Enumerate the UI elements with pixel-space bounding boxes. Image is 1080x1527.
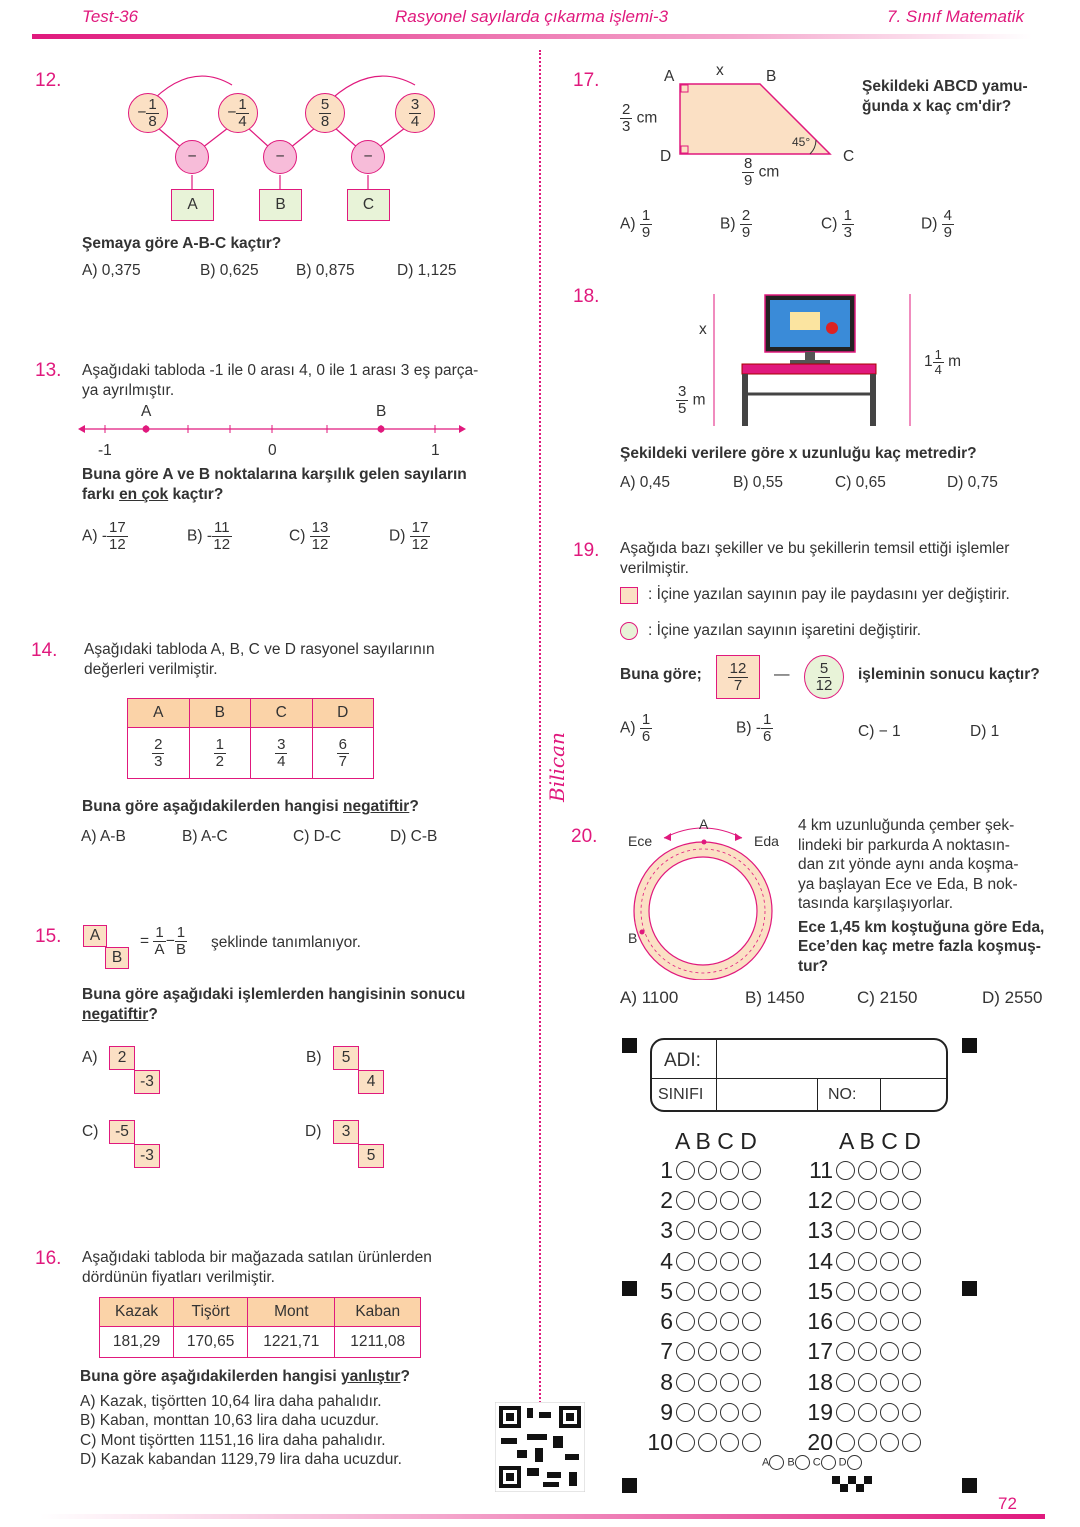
total-height-label: 1 $\frac{1}{4}$ m (924, 347, 962, 377)
answer-row (640, 1306, 764, 1336)
q19-question-a: Buna göre; (620, 666, 702, 683)
q12-number: 12. (35, 70, 62, 91)
answer-key-legend: A B C D (762, 1455, 865, 1470)
answer-bubble-c[interactable] (720, 1282, 739, 1301)
answer-bubble-b[interactable] (698, 1403, 717, 1422)
q12-circle-1: − $\frac{1}{8}$ (128, 93, 168, 133)
q16-option-a[interactable]: A) Kazak, tişörtten 10,64 lira daha pahalıdır. (80, 1393, 382, 1410)
circle-shape-icon (620, 622, 638, 640)
q19-option-d[interactable]: D) 1 (970, 723, 1000, 740)
q15-option-c-top: -5 (109, 1120, 135, 1144)
answer-bubble-a[interactable] (836, 1403, 855, 1422)
question-number: 14 (807, 1247, 833, 1274)
q19-operator: — (774, 666, 790, 683)
answer-bubble-c[interactable] (720, 1252, 739, 1271)
answer-bubble-c[interactable] (880, 1342, 899, 1361)
question-number: 18 (807, 1368, 833, 1395)
square-shape-icon (620, 587, 638, 604)
q16-text-1: Aşağıdaki tabloda bir mağazada satılan ürünlerden (82, 1249, 432, 1266)
q15-option-a-bottom: -3 (134, 1070, 160, 1094)
answer-row (800, 1185, 924, 1215)
answer-bubble-d[interactable] (742, 1191, 761, 1210)
q20-option-b[interactable]: B) 1450 (745, 988, 805, 1007)
answer-bubble-c[interactable] (880, 1282, 899, 1301)
q15-box-b: B (105, 947, 129, 969)
answer-bubble-d[interactable] (742, 1342, 761, 1361)
q16-text-2: dördünün fiyatları verilmiştir. (82, 1269, 275, 1286)
q15-def-text: şeklinde tanımlanıyor. (211, 934, 361, 951)
answer-bubble-b[interactable] (698, 1221, 717, 1240)
q13-text-1: Aşağıdaki tabloda -1 ile 0 arası 4, 0 ile 1 arası 3 eş parça- (82, 362, 479, 379)
answer-bubble-c[interactable] (880, 1312, 899, 1331)
name-label: ADI: (664, 1050, 701, 1071)
q14-question: Buna göre aşağıdakilerden hangisi negatiftir? (82, 798, 419, 815)
answer-bubble-b[interactable] (698, 1342, 717, 1361)
question-number: 15 (807, 1277, 833, 1304)
q14-option-d[interactable]: D) C-B (390, 828, 438, 845)
q15-option-b-label[interactable]: B) (306, 1049, 322, 1066)
angle-label: 45° (792, 135, 811, 149)
q18-question: Şekildeki verilere göre x uzunluğu kaç metredir? (620, 445, 977, 462)
answer-row (640, 1216, 764, 1246)
question-number: 12 (807, 1186, 833, 1213)
answer-bubble-b[interactable] (858, 1161, 877, 1180)
q14-text-1: Aşağıdaki tabloda A, B, C ve D rasyonel sayılarının (84, 641, 435, 658)
q12-circle-2: − $\frac{1}{4}$ (218, 93, 258, 133)
answer-bubble-a[interactable] (676, 1342, 695, 1361)
answer-bubble-d[interactable] (742, 1252, 761, 1271)
question-number: 4 (660, 1247, 673, 1274)
q13-number: 13. (35, 360, 62, 381)
vertex-c: C (843, 148, 855, 165)
base-label: $\frac{8}{9}$ cm (744, 155, 780, 189)
q14-option-b[interactable]: B) A-C (182, 828, 228, 845)
answer-row (800, 1216, 924, 1246)
q12-op-2: − (263, 140, 297, 174)
question-number: 19 (807, 1399, 833, 1426)
answer-bubble-b[interactable] (858, 1221, 877, 1240)
q17-option-a[interactable]: A) $\frac{1}{9}$ (620, 207, 651, 241)
q16-price-table: Kazak Tişört Mont Kaban 181,29 170,65 1221,71 1211,08 (99, 1297, 421, 1358)
vertex-b: B (766, 68, 777, 85)
tv-table-figure (700, 290, 930, 430)
q15-option-c-bottom: -3 (134, 1144, 160, 1168)
answer-bubble-c[interactable] (880, 1191, 899, 1210)
alignment-mark (622, 1478, 637, 1493)
q13-question-1: Buna göre A ve B noktalarına karşılık gelen sayıların (82, 466, 467, 483)
answer-bubble-a[interactable] (836, 1342, 855, 1361)
answer-bubble-c[interactable] (880, 1252, 899, 1271)
answer-bubble-c[interactable] (720, 1161, 739, 1180)
point-a: A (699, 816, 709, 832)
q17-number: 17. (573, 70, 600, 91)
q12-box-c: C (347, 189, 390, 221)
question-number: 17 (807, 1338, 833, 1365)
class-input[interactable] (715, 1077, 815, 1109)
answer-bubble-d[interactable] (742, 1433, 761, 1452)
q19-text-2: verilmiştir. (620, 560, 689, 577)
q19-number: 19. (573, 540, 600, 561)
point-b: B (628, 930, 638, 946)
q20-option-c[interactable]: C) 2150 (857, 988, 918, 1007)
q14-table: A B C D $\frac{2}{3}$ $\frac{1}{2}$ $\frac{3}{4}$ $\frac{6}{7}$ (127, 698, 374, 779)
answer-bubble-d[interactable] (902, 1373, 921, 1392)
height-label: $\frac{2}{3}$ cm (622, 101, 658, 135)
tick-minus-1: -1 (98, 442, 112, 459)
q18-option-d[interactable]: D) 0,75 (947, 474, 998, 491)
answer-bubble-a[interactable] (836, 1252, 855, 1271)
answer-bubble-c[interactable] (720, 1191, 739, 1210)
answer-bubble-a[interactable] (836, 1433, 855, 1452)
q12-circle-4: 3 4 (395, 93, 435, 133)
answer-bubble-d[interactable] (742, 1312, 761, 1331)
number-input[interactable] (880, 1077, 945, 1109)
answer-bubble-b[interactable] (698, 1252, 717, 1271)
q19-question-b: işleminin sonucu kaçtır? (858, 666, 1040, 683)
answer-row (640, 1155, 764, 1185)
table-height-label: $\frac{3}{5}$ m (678, 383, 706, 417)
answer-row (640, 1367, 764, 1397)
answer-bubble-a[interactable] (676, 1403, 695, 1422)
answer-bubble-c[interactable] (720, 1221, 739, 1240)
answer-row (800, 1155, 924, 1185)
q12-circle-3: 5 8 (305, 93, 345, 133)
answer-bubble-a[interactable] (836, 1373, 855, 1392)
answer-bubble-a[interactable] (676, 1191, 695, 1210)
answer-grid-1-10 (640, 1155, 764, 1458)
q12-box-b: B (259, 189, 302, 221)
answer-bubble-d[interactable] (902, 1221, 921, 1240)
q17-option-d[interactable]: D) $\frac{4}{9}$ (921, 207, 953, 241)
answer-bubble-d[interactable] (742, 1221, 761, 1240)
page-number: 72 (998, 1494, 1017, 1513)
question-number: 3 (660, 1217, 673, 1244)
answer-bubble-a[interactable] (676, 1373, 695, 1392)
q15-box-a: A (83, 925, 107, 947)
page-title: Rasyonel sayılarda çıkarma işlemi-3 (395, 7, 669, 26)
q13-option-d[interactable]: D) $\frac{17}{12}$ (389, 519, 429, 553)
answer-bubble-d[interactable] (742, 1373, 761, 1392)
q13-question-2: farkı en çok kaçtır? (82, 486, 224, 503)
q14-option-a[interactable]: A) A-B (81, 828, 126, 845)
question-number: 5 (660, 1277, 673, 1304)
q19-text-1: Aşağıda bazı şekiller ve bu şekillerin temsil ettiği işlemler (620, 540, 1010, 557)
q16-option-d[interactable]: D) Kazak kabandan 1129,79 lira daha ucuzdur. (80, 1451, 402, 1468)
q13-option-c[interactable]: C) $\frac{13}{12}$ (289, 519, 329, 553)
q15-option-b-bottom: 4 (358, 1070, 384, 1094)
answer-bubble-b[interactable] (858, 1282, 877, 1301)
answer-bubble-b[interactable] (698, 1161, 717, 1180)
answer-bubble-b[interactable] (698, 1312, 717, 1331)
answer-bubble-c[interactable] (880, 1403, 899, 1422)
q12-option-a[interactable]: A) 0,375 (82, 262, 141, 279)
answer-bubble-a[interactable] (836, 1312, 855, 1331)
brand-watermark: Bilican (545, 728, 569, 806)
number-line (78, 420, 468, 440)
sheet-letters-2: A B C D (839, 1128, 921, 1154)
rule-square: : İçine yazılan sayının pay ile paydasını yer değiştirir. (648, 586, 1010, 603)
answer-bubble-c[interactable] (720, 1342, 739, 1361)
answer-bubble-c[interactable] (720, 1403, 739, 1422)
no-label: NO: (828, 1086, 857, 1103)
q15-question-2: negatiftir? (82, 1006, 158, 1023)
q15-question-1: Buna göre aşağıdaki işlemlerden hangisinin sonucu (82, 986, 466, 1003)
q15-option-a-top: 2 (109, 1046, 135, 1070)
question-number: 6 (660, 1308, 673, 1335)
answer-bubble-b[interactable] (698, 1433, 717, 1452)
q17-option-c[interactable]: C) $\frac{1}{3}$ (821, 207, 853, 241)
q19-square-value: 12 7 (716, 655, 760, 699)
q12-option-b[interactable]: B) 0,625 (200, 262, 259, 279)
subject: 7. Sınıf Matematik (887, 7, 1024, 26)
class-label: SINIFI (658, 1086, 704, 1103)
q19-option-b[interactable]: B) - $\frac{1}{6}$ (736, 711, 772, 745)
q15-definition: = $\frac{1}{A}$ − $\frac{1}{B}$ (140, 924, 186, 958)
answer-row (640, 1276, 764, 1306)
answer-bubble-b[interactable] (858, 1373, 877, 1392)
q12-option-d[interactable]: D) 1,125 (397, 262, 457, 279)
answer-row (640, 1246, 764, 1276)
q16-option-b[interactable]: B) Kaban, monttan 10,63 lira daha ucuzdur. (80, 1412, 380, 1429)
answer-row (640, 1397, 764, 1427)
answer-row (800, 1276, 924, 1306)
side-x: x (716, 62, 724, 79)
rule-circle: : İçine yazılan sayının işaretini değiştirir. (648, 622, 922, 639)
question-number: 2 (660, 1186, 673, 1213)
answer-bubble-b[interactable] (698, 1282, 717, 1301)
answer-bubble-d[interactable] (902, 1191, 921, 1210)
vertex-d: D (660, 148, 672, 165)
answer-bubble-c[interactable] (720, 1373, 739, 1392)
alignment-mark (962, 1478, 977, 1493)
question-number: 20 (807, 1429, 833, 1456)
answer-bubble-c[interactable] (720, 1312, 739, 1331)
answer-bubble-d[interactable] (742, 1403, 761, 1422)
q18-number: 18. (573, 286, 600, 307)
answer-row (640, 1185, 764, 1215)
answer-row (640, 1337, 764, 1367)
answer-bubble-b[interactable] (858, 1342, 877, 1361)
answer-bubble-b[interactable] (858, 1312, 877, 1331)
footer-rule (40, 1514, 1045, 1519)
answer-bubble-d[interactable] (902, 1282, 921, 1301)
answer-bubble-a[interactable] (836, 1191, 855, 1210)
answer-bubble-d[interactable] (742, 1161, 761, 1180)
answer-bubble-a[interactable] (676, 1312, 695, 1331)
alignment-mark (962, 1038, 977, 1053)
q15-option-c-label[interactable]: C) (82, 1123, 99, 1140)
q17-question-1: Şekildeki ABCD yamu- (862, 78, 1028, 95)
q20-option-d[interactable]: D) 2550 (982, 988, 1043, 1007)
answer-bubble-c[interactable] (880, 1373, 899, 1392)
q17-option-b[interactable]: B) $\frac{2}{9}$ (720, 207, 751, 241)
answer-bubble-c[interactable] (880, 1221, 899, 1240)
q19-option-a[interactable]: A) $\frac{1}{6}$ (620, 711, 651, 745)
tick-1: 1 (431, 442, 440, 459)
q18-option-a[interactable]: A) 0,45 (620, 474, 670, 491)
answer-bubble-b[interactable] (858, 1191, 877, 1210)
answer-bubble-c[interactable] (880, 1433, 899, 1452)
question-number: 7 (660, 1338, 673, 1365)
answer-bubble-a[interactable] (676, 1252, 695, 1271)
answer-bubble-b[interactable] (858, 1252, 877, 1271)
answer-row (800, 1367, 924, 1397)
q19-circle-value: 5 12 (804, 655, 844, 699)
answer-bubble-a[interactable] (836, 1221, 855, 1240)
answer-bubble-c[interactable] (720, 1433, 739, 1452)
alignment-mark (962, 1281, 977, 1296)
test-number: Test-36 (82, 7, 139, 26)
q15-option-a-label[interactable]: A) (82, 1049, 98, 1066)
q12-option-c[interactable]: B) 0,875 (296, 262, 355, 279)
answer-row (800, 1337, 924, 1367)
answer-bubble-a[interactable] (836, 1161, 855, 1180)
column-divider (539, 50, 541, 1490)
answer-bubble-c[interactable] (880, 1161, 899, 1180)
answer-row (800, 1246, 924, 1276)
answer-grid-11-20 (800, 1155, 924, 1458)
q18-option-c[interactable]: C) 0,65 (835, 474, 886, 491)
answer-bubble-d[interactable] (742, 1282, 761, 1301)
q14-option-c[interactable]: C) D-C (293, 828, 342, 845)
question-number: 10 (647, 1429, 673, 1456)
answer-bubble-d[interactable] (902, 1433, 921, 1452)
vertex-a: A (664, 68, 675, 85)
header-rule (32, 34, 1032, 39)
q16-question: Buna göre aşağıdakilerden hangisi yanlıştır? (80, 1368, 410, 1385)
q17-question-2: ğunda x kaç cm'dir? (862, 98, 1012, 115)
q14-number: 14. (31, 640, 58, 661)
runner-ece: Ece (628, 833, 653, 849)
answer-bubble-d[interactable] (902, 1312, 921, 1331)
x-label: x (699, 321, 707, 338)
answer-bubble-a[interactable] (676, 1282, 695, 1301)
answer-bubble-d[interactable] (902, 1403, 921, 1422)
answer-bubble-a[interactable] (676, 1433, 695, 1452)
point-b-label: B (376, 403, 387, 420)
q14-text-2: değerleri verilmiştir. (84, 661, 218, 678)
q15-number: 15. (35, 926, 62, 947)
question-number: 1 (660, 1156, 673, 1183)
q15-option-d-bottom: 5 (358, 1144, 384, 1168)
q15-option-d-label[interactable]: D) (305, 1123, 322, 1140)
q12-question: Şemaya göre A-B-C kaçtır? (82, 235, 282, 252)
question-number: 8 (660, 1368, 673, 1395)
alignment-mark (622, 1281, 637, 1296)
answer-row (640, 1428, 764, 1458)
q16-number: 16. (35, 1248, 62, 1269)
answer-bubble-b[interactable] (698, 1373, 717, 1392)
q15-option-d-top: 3 (333, 1120, 359, 1144)
answer-bubble-b[interactable] (698, 1191, 717, 1210)
q20-option-a[interactable]: A) 1100 (620, 988, 679, 1007)
q15-option-b-top: 5 (333, 1046, 359, 1070)
answer-bubble-d[interactable] (902, 1252, 921, 1271)
answer-bubble-b[interactable] (858, 1403, 877, 1422)
q19-option-c[interactable]: C) − 1 (858, 723, 901, 740)
q12-box-a: A (171, 189, 214, 221)
question-number: 16 (807, 1308, 833, 1335)
q20-text: 4 km uzunluğunda çember şek- lindeki bir parkurda A noktasın- dan zıt yönde aynı anda koşma- ya başlayan Ece ve Eda, B nok- tasında karşılaşıyorlar. Ece 1,45 km koştuğuna göre Eda, Ece’den kaç metre fazla koşmuş- tur? (798, 817, 1045, 975)
answer-row (800, 1397, 924, 1427)
answer-bubble-d[interactable] (902, 1342, 921, 1361)
q13-text-2: ya ayrılmıştır. (82, 382, 175, 399)
answer-row (800, 1306, 924, 1336)
answer-bubble-a[interactable] (836, 1282, 855, 1301)
barcode-mark (832, 1476, 872, 1492)
qr-code[interactable] (495, 1402, 585, 1492)
tick-0: 0 (268, 442, 277, 459)
runner-eda: Eda (754, 833, 779, 849)
q12-op-1: − (175, 140, 209, 174)
answer-bubble-a[interactable] (676, 1221, 695, 1240)
sheet-letters-1: A B C D (675, 1128, 757, 1154)
point-a-label: A (141, 403, 152, 420)
question-number: 11 (809, 1156, 833, 1183)
question-number: 9 (660, 1399, 673, 1426)
alignment-mark (622, 1038, 637, 1053)
answer-bubble-a[interactable] (676, 1161, 695, 1180)
q13-option-b[interactable]: B) - $\frac{11}{12}$ (187, 519, 231, 553)
question-number: 13 (807, 1217, 833, 1244)
answer-row (800, 1428, 924, 1458)
answer-bubble-d[interactable] (902, 1161, 921, 1180)
q13-option-a[interactable]: A) - $\frac{17}{12}$ (82, 519, 126, 553)
q20-number: 20. (571, 826, 598, 847)
q16-option-c[interactable]: C) Mont tişörtten 1151,16 lira daha pahalıdır. (80, 1432, 386, 1449)
q18-option-b[interactable]: B) 0,55 (733, 474, 783, 491)
answer-bubble-b[interactable] (858, 1433, 877, 1452)
q12-op-3: − (351, 140, 385, 174)
